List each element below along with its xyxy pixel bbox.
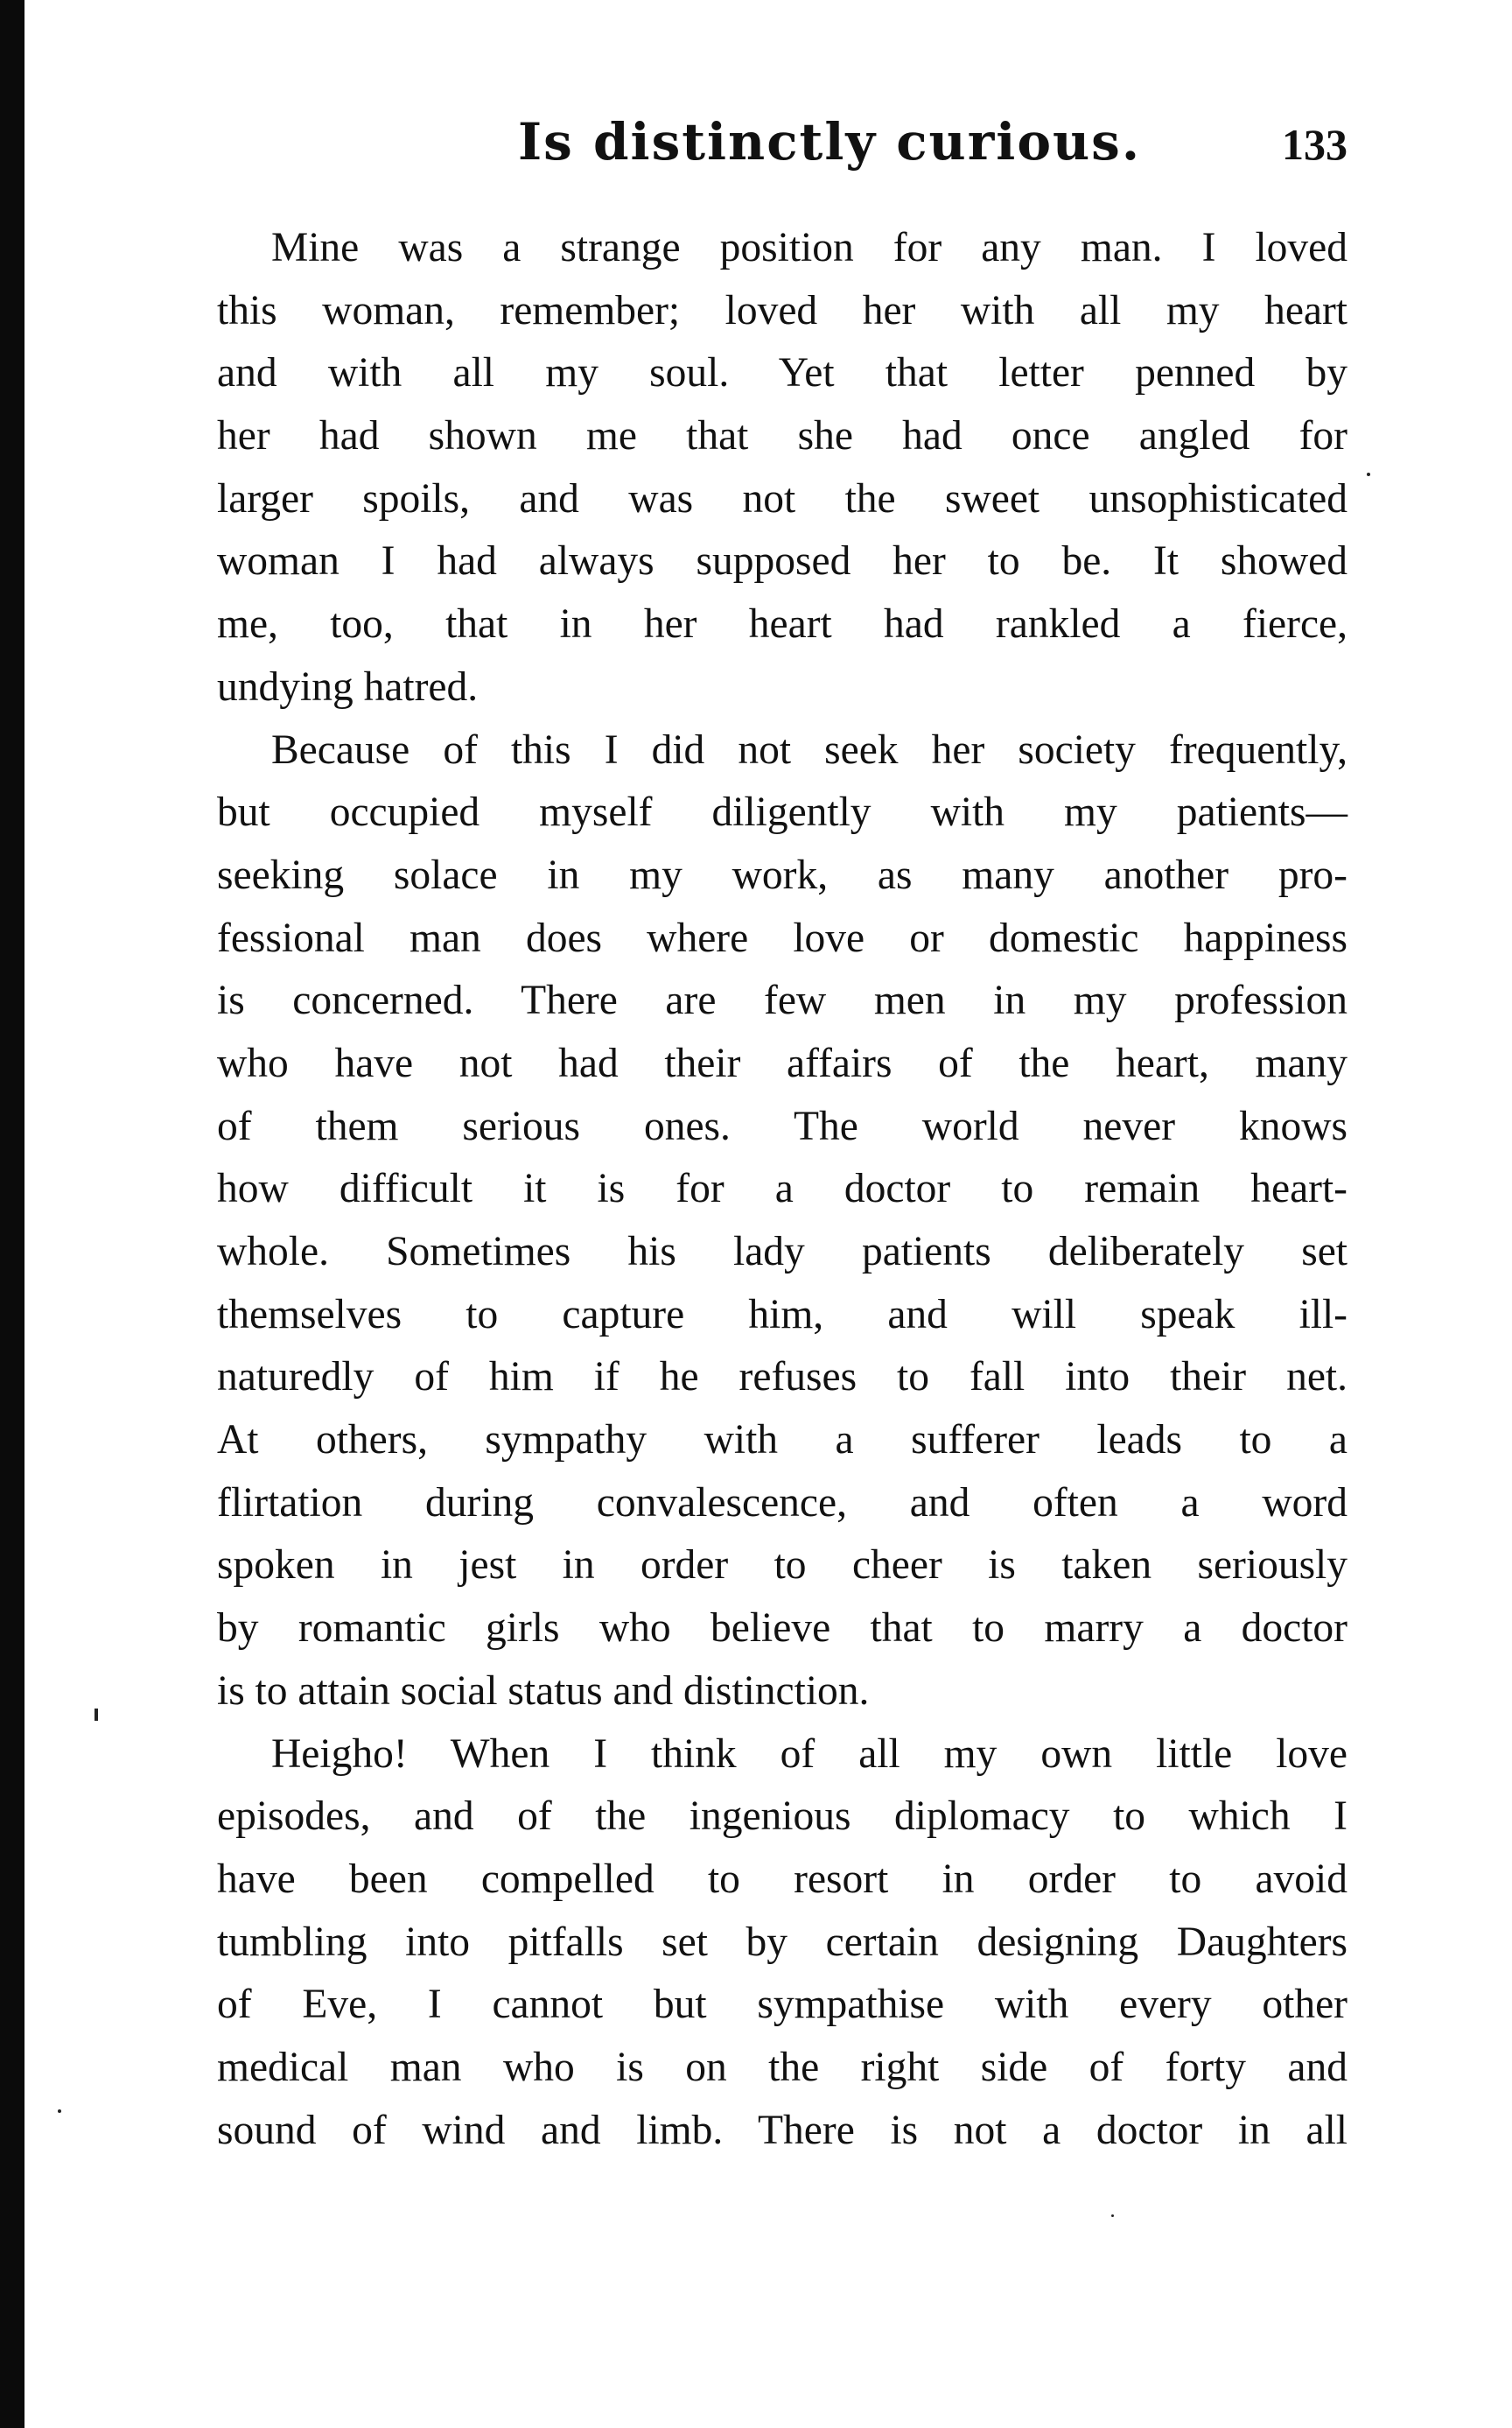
text-line: medical man who is on the right side of forty and bbox=[217, 2044, 1348, 2090]
paragraph bbox=[217, 1723, 1348, 2163]
text-line: woman I had always supposed her to be. It showed bbox=[217, 538, 1348, 585]
text-line: spoken in jest in order to cheer is taken seriously bbox=[217, 1542, 1348, 1589]
page-speck bbox=[1367, 473, 1370, 476]
text-line: who have not had their affairs of the heart, many bbox=[217, 1040, 1348, 1086]
paragraph bbox=[217, 719, 1348, 1723]
text-line: naturedly of him if he refuses to fall into their net. bbox=[217, 1354, 1348, 1400]
text-line: episodes, and of the ingenious diplomacy to which I bbox=[217, 1793, 1348, 1840]
text-line: of Eve, I cannot but sympathise with every other bbox=[217, 1982, 1348, 2028]
page-number: 133 bbox=[1282, 120, 1348, 169]
text-line: have been compelled to resort in order to avoid bbox=[217, 1856, 1348, 1902]
text-line: how difficult it is for a doctor to remain heart- bbox=[217, 1166, 1348, 1212]
text-line: Because of this I did not seek her society frequently, bbox=[271, 726, 1348, 773]
text-line: of them serious ones. The world never knows bbox=[217, 1103, 1348, 1149]
running-head bbox=[217, 112, 1348, 182]
text-line: but occupied myself diligently with my patients— bbox=[217, 789, 1348, 836]
text-line: is concerned. There are few men in my profession bbox=[217, 978, 1348, 1024]
text-line: whole. Sometimes his lady patients deliberately set bbox=[217, 1229, 1348, 1274]
text-line: At others, sympathy with a sufferer leads to a bbox=[217, 1417, 1348, 1463]
text-line: and with all my soul. Yet that letter penned by bbox=[217, 350, 1348, 396]
text-line: tumbling into pitfalls set by certain designing Daughters bbox=[217, 1919, 1348, 1965]
text-line: themselves to capture him, and will speak ill- bbox=[217, 1291, 1348, 1337]
text-line: her had shown me that she had once angled for bbox=[217, 413, 1348, 460]
text-line: Heigho! When I think of all my own little love bbox=[271, 1730, 1348, 1777]
text-line: Mine was a strange position for any man. I loved bbox=[271, 225, 1348, 270]
paragraph bbox=[217, 217, 1348, 719]
body-text bbox=[217, 217, 1348, 2162]
text-line: is to attain social status and distinction. bbox=[217, 1667, 870, 1714]
text-line: flirtation during convalescence, and often a word bbox=[217, 1479, 1348, 1526]
margin-mark bbox=[94, 1709, 98, 1721]
book-spine-shadow bbox=[0, 0, 24, 2428]
text-line: sound of wind and limb. There is not a doctor in all bbox=[217, 2107, 1348, 2153]
text-line: larger spoils, and was not the sweet unsophisticated bbox=[217, 475, 1348, 522]
text-line: undying hatred. bbox=[217, 663, 479, 710]
text-line: this woman, remember; loved her with all my heart bbox=[217, 287, 1348, 333]
page-speck bbox=[1111, 2214, 1114, 2217]
page-speck bbox=[58, 2109, 61, 2113]
text-line: fessional man does where love or domestic happiness bbox=[217, 915, 1348, 961]
text-line: by romantic girls who believe that to marry a doctor bbox=[217, 1605, 1348, 1652]
text-line: seeking solace in my work, as many another pro- bbox=[217, 852, 1348, 898]
text-line: me, too, that in her heart had rankled a fierce, bbox=[217, 601, 1348, 648]
running-title: Is distinctly curious. bbox=[518, 112, 1142, 172]
